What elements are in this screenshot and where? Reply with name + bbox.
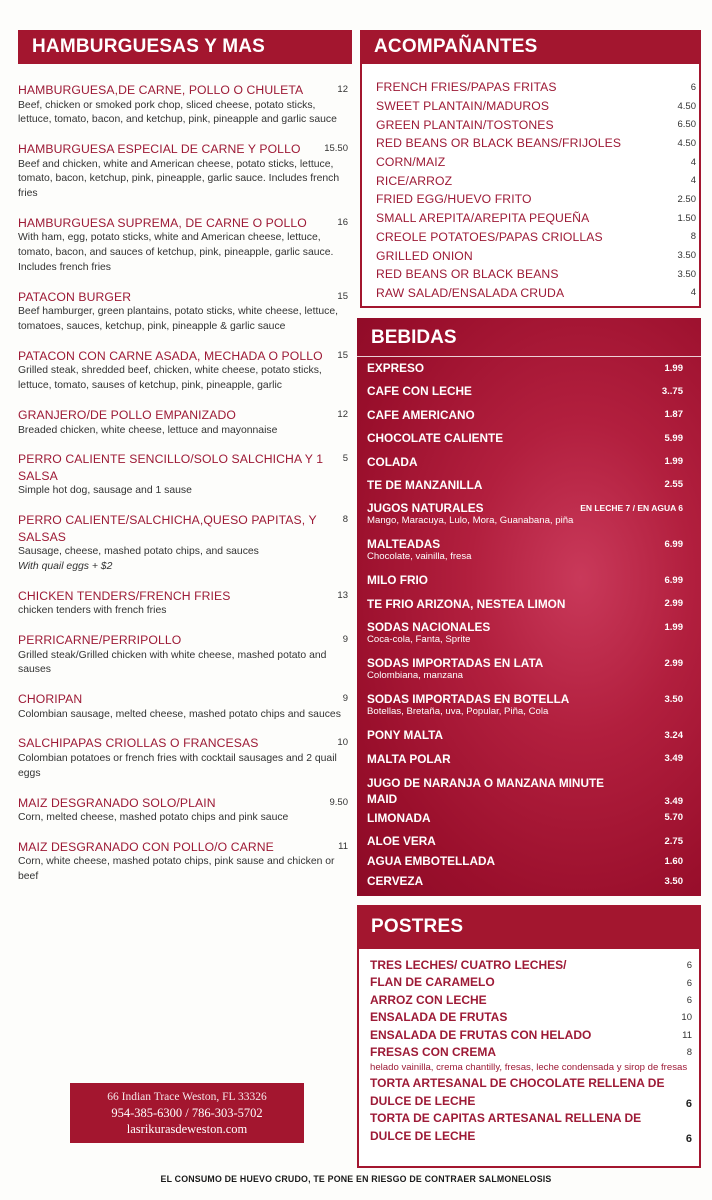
drink-item-row	[367, 834, 683, 848]
bebidas-divider	[357, 356, 701, 357]
side-item-price: 3.50	[677, 250, 696, 262]
menu-item-description: Beef hamburger, green plantains, potato sticks, white cheese, lettuce, tomatoes, sauces, ketchup, pink, pineapple & garlic sauce	[18, 306, 338, 333]
drink-item-description: Colombiana, manzana	[367, 670, 463, 682]
drink-item-row	[367, 728, 683, 742]
drink-item	[367, 811, 683, 834]
dessert-item	[370, 1009, 692, 1026]
acompanantes-header: ACOMPAÑANTES	[360, 30, 701, 64]
drink-item-row	[367, 874, 683, 888]
drink-item	[367, 597, 683, 620]
side-item	[376, 134, 696, 153]
drink-item-row	[367, 361, 683, 375]
side-item	[376, 171, 696, 190]
drink-item-row	[367, 501, 683, 515]
drink-item-row	[367, 455, 683, 469]
address-box	[70, 1083, 304, 1143]
menu-item	[18, 348, 348, 394]
dessert-item-name: TORTA DE CAPITAS ARTESANAL RELLENA DE DULCE DE LECHE	[370, 1111, 642, 1143]
menu-item-title: SALCHIPAPAS CRIOLLAS O FRANCESAS	[18, 736, 259, 751]
drink-item-name: COLADA	[367, 454, 418, 469]
menu-item	[18, 141, 348, 202]
drink-item-name: ALOE VERA	[367, 834, 436, 849]
menu-item-title: MAIZ DESGRANADO CON POLLO/O CARNE	[18, 839, 274, 854]
menu-item-description: Colombian potatoes or french fries with cocktail sausages and 2 quail eggs	[18, 752, 337, 779]
drink-item-price: 1.99	[664, 621, 683, 633]
drink-item-row	[367, 537, 683, 551]
menu-item-title: PERRO CALIENTE/SALCHICHA,QUESO PAPITAS, Y SALSAS	[18, 513, 317, 544]
drink-item-description: Mango, Maracuya, Lulo, Mora, Guanabana, piña	[367, 515, 574, 527]
side-item-name: RED BEANS OR BLACK BEANS/FRIJOLES	[376, 136, 622, 151]
menu-item	[18, 82, 348, 128]
drink-item-row	[367, 384, 683, 398]
dessert-item	[370, 1075, 692, 1110]
menu-item-price: 12	[337, 409, 348, 421]
drink-item-price: 3..75	[661, 385, 683, 397]
menu-item	[18, 588, 348, 619]
drink-item-price: 1.99	[664, 456, 683, 468]
drink-item-name: MALTEADAS	[367, 537, 441, 552]
drink-item	[367, 537, 683, 573]
drink-item	[367, 384, 683, 407]
menu-item-header	[18, 512, 348, 545]
side-item	[376, 209, 696, 228]
side-item-price: 4	[690, 287, 696, 299]
dessert-item-name: TRES LECHES/ CUATRO LECHES/	[370, 958, 567, 972]
menu-item-title: HAMBURGUESA SUPREMA, DE CARNE O POLLO	[18, 215, 307, 230]
side-item-name: FRIED EGG/HUEVO FRITO	[376, 192, 532, 207]
menu-item-title: PATACON CON CARNE ASADA, MECHADA O POLLO	[18, 348, 323, 363]
drink-item-row	[367, 811, 683, 825]
drink-item-row	[367, 408, 683, 422]
dessert-item-name: FLAN DE CARAMELO	[370, 975, 495, 990]
side-item-name: RAW SALAD/ENSALADA CRUDA	[376, 285, 565, 300]
drink-item-name: TE FRIO ARIZONA, NESTEA LIMON	[367, 596, 566, 611]
drink-item-price: 3.49	[664, 795, 683, 807]
dessert-item-description: helado vainilla, crema chantilly, fresas, leche condensada y sirop de fresas	[370, 1062, 688, 1074]
menu-item-price: 9.50	[329, 796, 348, 808]
salmonella-warning: EL CONSUMO DE HUEVO CRUDO, TE PONE EN RIESGO DE CONTRAER SALMONELOSIS	[160, 1174, 552, 1184]
drink-item	[367, 478, 683, 501]
address-website[interactable]: lasrikurasdeweston.com	[126, 1122, 248, 1136]
side-item-name: SWEET PLANTAIN/MADUROS	[376, 99, 550, 114]
menu-item-description: Grilled steak/Grilled chicken with white cheese, mashed potato and sauses	[18, 649, 327, 676]
side-item-price: 4	[690, 156, 696, 168]
side-item-name: RED BEANS OR BLACK BEANS	[376, 267, 559, 282]
menu-item-note: With quail eggs + $2	[18, 560, 113, 572]
drink-item-name: MILO FRIO	[367, 573, 428, 588]
side-item	[376, 78, 696, 97]
drink-item-row	[367, 775, 683, 807]
menu-item-price: 5	[342, 453, 348, 465]
side-item	[376, 153, 696, 172]
menu-item-description: With ham, egg, potato sticks, white and American cheese, lettuce, tomato, bacon, and sauces of ketchup, pink, pineapple, garlic sauce. Includes french fries	[18, 232, 334, 274]
menu-item-price: 15	[337, 349, 348, 361]
menu-item-header	[18, 82, 348, 99]
menu-item	[18, 407, 348, 438]
dessert-item	[370, 974, 692, 991]
drink-item-name: SODAS IMPORTADAS EN BOTELLA	[367, 692, 570, 707]
drink-item	[367, 361, 683, 384]
menu-item-title: HAMBURGUESA ESPECIAL DE CARNE Y POLLO	[18, 142, 301, 157]
side-item-name: GRILLED ONION	[376, 248, 473, 263]
menu-item-description: Grilled steak, shredded beef, chicken, white cheese, potato sticks, lettuce, tomato, sauses of ketchup, pink, pineapple, garlic	[18, 365, 322, 392]
dessert-item-price: 11	[682, 1029, 692, 1041]
drink-item-row	[367, 431, 683, 445]
drink-item-price: 6.99	[664, 574, 683, 586]
menu-item-title: PATACON BURGER	[18, 289, 132, 304]
drink-item-name: CAFE AMERICANO	[367, 407, 475, 422]
drink-item-row	[367, 573, 683, 587]
menu-item-header	[18, 795, 348, 812]
menu-item-header	[18, 632, 348, 649]
menu-item-price: 13	[337, 589, 348, 601]
drink-item	[367, 692, 683, 728]
drink-item-name: JUGOS NATURALES	[367, 501, 484, 516]
drink-item-price: 3.50	[664, 875, 683, 887]
drink-item-name: SODAS IMPORTADAS EN LATA	[367, 656, 544, 671]
menu-item	[18, 512, 348, 575]
menu-item-description: Corn, white cheese, mashed potato chips, pink sause and chicken or beef	[18, 856, 335, 883]
side-item-name: CREOLE POTATOES/PAPAS CRIOLLAS	[376, 229, 603, 244]
menu-item	[18, 451, 348, 499]
acompanantes-section	[360, 64, 701, 308]
drink-item-row	[367, 620, 683, 634]
drink-item-price: 2.99	[664, 598, 683, 610]
menu-item-price: 8	[342, 514, 348, 526]
menu-item-title: GRANJERO/DE POLLO EMPANIZADO	[18, 408, 236, 423]
menu-item-header	[18, 588, 348, 605]
drink-item-row	[367, 597, 683, 611]
menu-item-title: PERRO CALIENTE SENCILLO/SOLO SALCHICHA Y 1 SALSA	[18, 452, 324, 483]
drink-item	[367, 573, 683, 596]
dessert-item-price: 6	[686, 960, 692, 972]
menu-item	[18, 632, 348, 678]
hamburguesas-header: HAMBURGUESAS Y MAS	[18, 30, 352, 64]
menu-item-header	[18, 348, 348, 365]
drink-item	[367, 408, 683, 431]
drink-item-price: 5.99	[664, 432, 683, 444]
drink-item-name: MALTA POLAR	[367, 751, 451, 766]
drink-item-name: TE DE MANZANILLA	[367, 477, 483, 492]
menu-item-price: 12	[337, 84, 348, 95]
dessert-item	[370, 1044, 692, 1061]
menu-item-header	[18, 215, 348, 232]
hamburguesas-section	[18, 70, 348, 885]
bebidas-list	[367, 361, 683, 894]
side-item-name: FRENCH FRIES/PAPAS FRITAS	[376, 80, 557, 95]
drink-item	[367, 728, 683, 751]
drink-item	[367, 834, 683, 854]
drink-item-description: Chocolate, vainilla, fresa	[367, 551, 472, 563]
menu-item-title: CHORIPAN	[18, 692, 83, 707]
menu-item-header	[18, 451, 348, 484]
side-item-price: 2.50	[677, 193, 696, 205]
menu-item-price: 15	[337, 290, 348, 302]
menu-item-header	[18, 691, 348, 708]
drink-item-name: LIMONADA	[367, 810, 431, 825]
dessert-item-name: TORTA ARTESANAL DE CHOCOLATE RELLENA DE DULCE DE LECHE	[370, 1076, 665, 1108]
menu-item-description: Simple hot dog, sausage and 1 sause	[18, 485, 192, 497]
menu-item-header	[18, 141, 348, 158]
menu-item	[18, 691, 348, 722]
side-item	[376, 97, 696, 116]
menu-item-price: 9	[342, 634, 348, 646]
dessert-item	[370, 1027, 692, 1044]
drink-item-price: 1.60	[664, 855, 683, 867]
drink-item-description: Coca-cola, Fanta, Sprite	[367, 634, 471, 646]
drink-item-row	[367, 692, 683, 706]
menu-item-header	[18, 735, 348, 752]
side-item-price: 4.50	[677, 100, 696, 112]
drink-item-price: 3.24	[664, 729, 683, 741]
drink-item-price: 6.99	[664, 538, 683, 550]
drink-item-price: EN LECHE 7 / EN AGUA 6	[580, 503, 683, 514]
dessert-item-name: FRESAS CON CREMA	[370, 1045, 497, 1060]
menu-item-header	[18, 839, 348, 856]
drink-item-name: CAFE CON LECHE	[367, 384, 472, 399]
drink-item	[367, 620, 683, 656]
side-item	[376, 228, 696, 247]
drink-item	[367, 455, 683, 478]
drink-item-name: JUGO DE NARANJA O MANZANA MINUTE MAID	[367, 775, 605, 806]
menu-item-price: 16	[337, 216, 348, 228]
side-item-price: 6	[690, 81, 696, 93]
drink-item-name: PONY MALTA	[367, 728, 444, 743]
side-item	[376, 246, 696, 265]
side-item-price: 4.50	[677, 137, 696, 149]
side-item-name: RICE/ARROZ	[376, 173, 453, 188]
drink-item	[367, 775, 683, 811]
dessert-item	[370, 992, 692, 1009]
drink-item	[367, 854, 683, 874]
menu-item-price: 10	[337, 737, 348, 749]
side-item-name: CORN/MAIZ	[376, 155, 446, 170]
side-item	[376, 115, 696, 134]
dessert-item-price: 6	[686, 995, 692, 1007]
drink-item-price: 1.87	[664, 409, 683, 421]
drink-item-name: CHOCOLATE CALIENTE	[367, 431, 504, 446]
menu-item-title: CHICKEN TENDERS/FRENCH FRIES	[18, 588, 231, 603]
dessert-item-price: 8	[686, 1047, 692, 1059]
menu-item-description: Sausage, cheese, mashed potato chips, and sauces	[18, 546, 259, 558]
menu-item-title: HAMBURGUESA,DE CARNE, POLLO O CHULETA	[18, 83, 304, 97]
drink-item-name: AGUA EMBOTELLADA	[367, 854, 496, 869]
menu-item-price: 15.50	[324, 143, 348, 155]
drink-item-row	[367, 752, 683, 766]
drink-item-price: 1.99	[664, 362, 683, 374]
menu-item-title: MAIZ DESGRANADO SOLO/PLAIN	[18, 795, 216, 810]
drink-item-row	[367, 478, 683, 492]
menu-item	[18, 735, 348, 781]
drink-item-name: EXPRESO	[367, 361, 425, 375]
menu-item-description: Corn, melted cheese, mashed potato chips and pink sauce	[18, 812, 289, 824]
drink-item-name: CERVEZA	[367, 874, 424, 889]
menu-item	[18, 289, 348, 335]
menu-item	[18, 215, 348, 276]
bebidas-header: BEBIDAS	[371, 327, 457, 348]
address-phones: 954-385-6300 / 786-303-5702	[111, 1106, 263, 1120]
dessert-item-price: 6	[685, 1133, 692, 1146]
drink-item	[367, 501, 683, 537]
side-item-name: SMALL AREPITA/AREPITA PEQUEÑA	[376, 211, 590, 226]
dessert-item-name: ENSALADA DE FRUTAS CON HELADO	[370, 1027, 592, 1042]
acompanantes-list	[376, 78, 696, 302]
menu-item-title: PERRICARNE/PERRIPOLLO	[18, 633, 182, 648]
side-item	[376, 190, 696, 209]
dessert-item-price: 6	[686, 977, 692, 989]
menu-item-header	[18, 407, 348, 424]
side-item-price: 6.50	[677, 119, 696, 131]
menu-item-description: Colombian sausage, melted cheese, mashed potato chips and sauces	[18, 708, 341, 720]
side-item	[376, 284, 696, 303]
drink-item-row	[367, 656, 683, 670]
postres-list	[370, 957, 692, 1145]
side-item	[376, 265, 696, 284]
address-street: 66 Indian Trace Weston, FL 33326	[107, 1091, 267, 1103]
side-item-price: 3.50	[677, 268, 696, 280]
drink-item-price: 2.75	[664, 835, 683, 847]
drink-item-price: 3.50	[664, 693, 683, 705]
dessert-item-price: 6	[685, 1098, 692, 1111]
menu-item-price: 9	[342, 693, 348, 705]
drink-item	[367, 431, 683, 454]
dessert-item	[370, 1110, 692, 1145]
menu-item-price: 11	[338, 840, 348, 852]
drink-item-price: 2.55	[664, 479, 683, 491]
postres-header: POSTRES	[357, 905, 701, 949]
drink-item	[367, 656, 683, 692]
drink-item-name: SODAS NACIONALES	[367, 620, 491, 635]
drink-item	[367, 752, 683, 775]
drink-item-price: 3.49	[664, 753, 683, 765]
side-item-price: 8	[690, 231, 696, 243]
menu-item-header	[18, 289, 348, 306]
drink-item-price: 5.70	[664, 812, 683, 824]
menu-item-description: Breaded chicken, white cheese, lettuce and mayonnaise	[18, 424, 278, 436]
side-item-price: 1.50	[677, 212, 696, 224]
menu-item	[18, 839, 348, 885]
menu-item-description: Beef, chicken or smoked pork chop, sliced cheese, potato sticks, lettuce, tomato, bacon, and ketchup, pink, pineapple and garlic sauce	[18, 99, 337, 126]
menu-item-description: Beef and chicken, white and American cheese, potato sticks, lettuce, tomato, bacon, ketchup, pink, pineapple, garlic sauce. Includes french fries	[18, 158, 340, 200]
side-item-price: 4	[690, 175, 696, 187]
menu-item-description: chicken tenders with french fries	[18, 605, 167, 617]
dessert-item-price: 10	[681, 1012, 692, 1024]
dessert-item-name: ARROZ CON LECHE	[370, 992, 487, 1007]
dessert-item	[370, 957, 692, 974]
drink-item-description: Botellas, Bretaña, uva, Popular, Piña, Cola	[367, 706, 549, 718]
dessert-item-name: ENSALADA DE FRUTAS	[370, 1010, 508, 1025]
menu-item	[18, 795, 348, 826]
drink-item	[367, 874, 683, 894]
side-item-name: GREEN PLANTAIN/TOSTONES	[376, 117, 554, 132]
drink-item-price: 2.99	[664, 657, 683, 669]
drink-item-row	[367, 854, 683, 868]
